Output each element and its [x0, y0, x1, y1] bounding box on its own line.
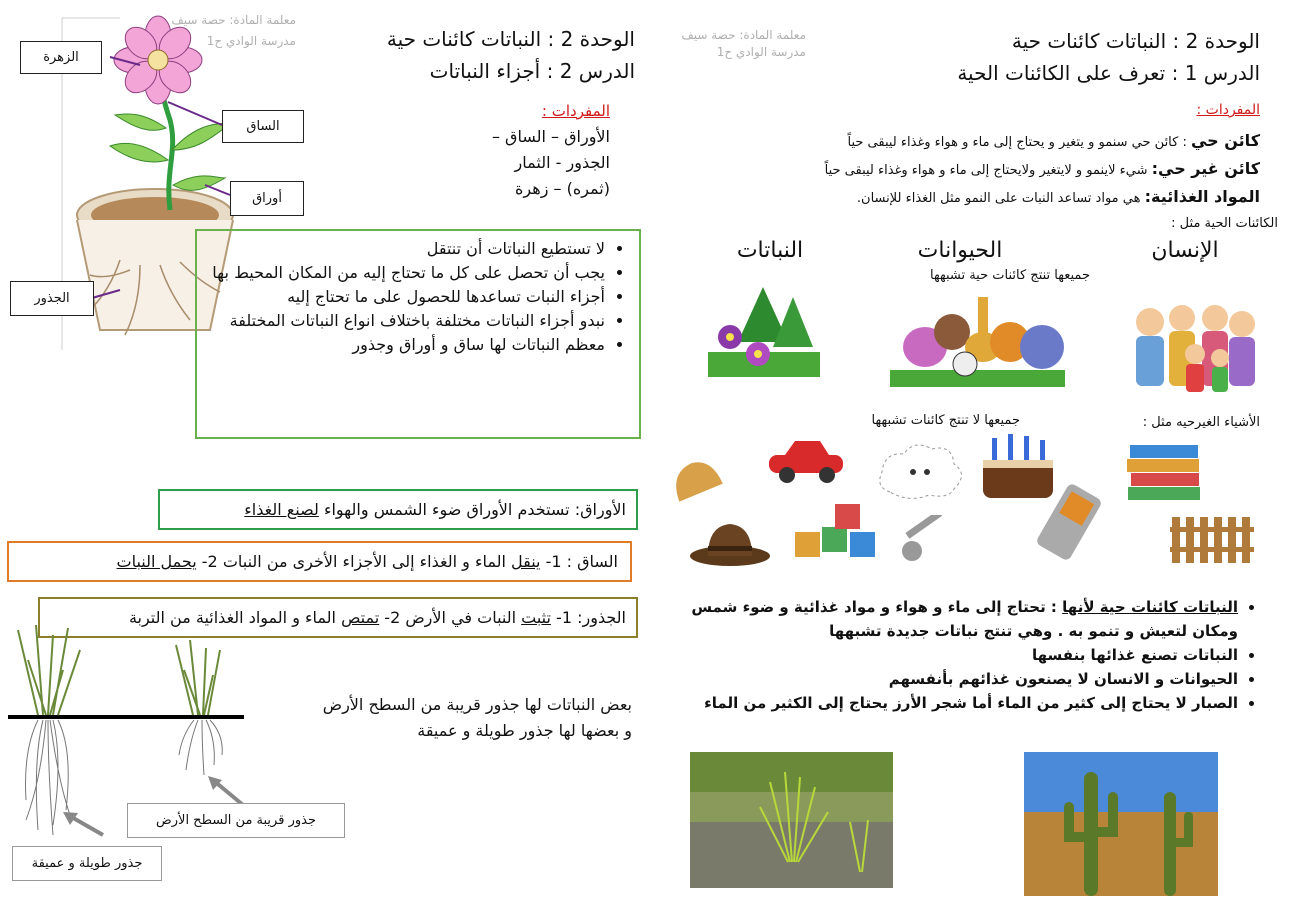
right-vocab-title: المفردات : — [1196, 102, 1260, 118]
key-image — [898, 515, 964, 565]
fact-text: النباتات تصنع غذائها بنفسها — [1031, 646, 1238, 664]
books-image — [1125, 437, 1205, 507]
list-item — [680, 667, 1238, 691]
definition-nonliving — [620, 156, 1260, 184]
cactus-photo — [1024, 752, 1218, 896]
cloud-image — [875, 442, 965, 504]
category-animals: الحيوانات — [917, 238, 1003, 263]
left-unit-title: الوحدة 2 : النباتات كائنات حية — [386, 27, 635, 51]
nonliving-examples-label: الأشياء الغيرحيه مثل : — [1142, 415, 1260, 430]
hat-image — [688, 520, 772, 568]
label-roots: الجذور — [10, 281, 94, 316]
left-teacher-name: معلمة المادة: حصة سيف — [171, 13, 296, 27]
left-vocab-line: (ثمره) – زهرة — [515, 179, 610, 198]
fact-text: الصبار لا يحتاج إلى كثير من الماء أما شجر الأرز يحتاج إلى الكثير من الماء — [704, 694, 1238, 712]
right-unit-title: الوحدة 2 : النباتات كائنات حية — [1011, 29, 1260, 53]
right-school-name: مدرسة الوادي ح1 — [716, 45, 806, 59]
roots-u1: تثبت — [521, 608, 551, 627]
roots-text-line: و بعضها لها جذور طويلة و عميقة — [417, 721, 632, 740]
fact-text: الحيوانات و الانسان لا يصنعون غذائهم بأنفسهم — [888, 670, 1238, 688]
left-vocab-title: المفردات : — [541, 102, 610, 120]
left-vocab — [430, 98, 610, 202]
stem-function-box — [7, 541, 632, 582]
family-image — [1120, 292, 1260, 397]
stem-u1: ينقل — [511, 552, 541, 571]
living-examples-label: الكائنات الحية مثل : — [1171, 216, 1278, 231]
list-item: • لا تستطيع النباتات أن تنتقل — [205, 237, 605, 261]
roots-u2: تمتص — [341, 608, 380, 627]
bell-image — [665, 455, 727, 517]
fence-image — [1170, 515, 1254, 565]
rice-photo — [690, 752, 893, 888]
left-vocab-line: الأوراق – الساق – — [491, 127, 610, 146]
living-facts — [680, 595, 1260, 715]
leaves-lead: الأوراق: تستخدم الأوراق ضوء الشمس والهواء — [318, 500, 626, 519]
roots-p3: الماء و المواد الغذائية من التربة — [128, 608, 342, 627]
list-item: • معظم النباتات لها ساق و أوراق وجذور — [205, 333, 605, 357]
nonliving-note: جميعها لا تنتج كائنات تشبهها — [871, 413, 1020, 428]
roots-text-line: بعض النباتات لها جذور قريبة من السطح الأرض — [322, 695, 632, 714]
phone-image — [1030, 482, 1108, 562]
reproduce-note: جميعها تنتج كائنات حية تشبهها — [930, 268, 1090, 283]
left-lesson-title: الدرس 2 : أجزاء النباتات — [429, 59, 635, 83]
living-facts-list — [680, 595, 1260, 715]
left-vocab-line: الجذور - الثمار — [514, 153, 610, 172]
definition-text: : كائن حي سنمو و يتغير و يحتاج إلى ماء و هواء وغذاء ليبقى حياً — [847, 135, 1191, 150]
label-leaves: أوراق — [230, 181, 304, 216]
label-flower: الزهرة — [20, 41, 102, 74]
stem-p1: الساق : 1- — [540, 552, 618, 571]
term: المواد الغذائية: — [1144, 187, 1260, 206]
plant-facts-list — [205, 237, 627, 357]
roots-text — [260, 692, 632, 744]
roots-p2: النبات في الأرض 2- — [379, 608, 522, 627]
list-item: • نبدو أجزاء النباتات مختلفة باختلاف انواع النباتات المختلفة — [205, 309, 605, 333]
definition-text: شيء لاينمو و لايتغير ولايحتاج إلى ماء و هواء وغذاء ليبقى حياً — [824, 163, 1152, 178]
label-stem: الساق — [222, 110, 304, 143]
right-lesson-title: الدرس 1 : تعرف على الكائنات الحية — [957, 61, 1260, 85]
leaves-function-box — [158, 489, 638, 530]
definition-nutrients — [620, 184, 1260, 212]
plants-image — [708, 282, 820, 377]
plant-facts-box — [195, 229, 641, 439]
roots-p1: الجذور: 1- — [550, 608, 626, 627]
list-item — [680, 691, 1238, 715]
list-item — [680, 595, 1238, 643]
definitions — [620, 128, 1260, 212]
blocks-image — [790, 502, 880, 567]
right-teacher-name: معلمة المادة: حصة سيف — [681, 28, 806, 42]
list-item — [680, 643, 1238, 667]
category-plants: النباتات — [736, 238, 804, 263]
stem-p2: الماء و الغذاء إلى الأجزاء الأخرى من النبات 2- — [196, 552, 511, 571]
definition-text: هي مواد تساعد النبات على النمو مثل الغذاء للإنسان. — [856, 191, 1145, 206]
list-item: • أجزاء النبات تساعدها للحصول على ما تحتاج إليه — [205, 285, 605, 309]
term: كائن غير حي: — [1151, 159, 1260, 178]
category-human: الإنسان — [1151, 238, 1219, 263]
label-deep-roots: جذور طويلة و عميقة — [12, 846, 162, 881]
term: كائن حي — [1190, 131, 1260, 150]
definition-living — [620, 128, 1260, 156]
car-image — [765, 437, 847, 485]
list-item: • يجب أن تحصل على كل ما تحتاج إليه من المكان المحيط بها — [205, 261, 605, 285]
stem-u2: يحمل النبات — [116, 552, 197, 571]
animals-image — [890, 292, 1065, 387]
label-short-roots: جذور قريبة من السطح الأرض — [127, 803, 345, 838]
left-school-name: مدرسة الوادي ح1 — [206, 34, 296, 48]
fact-underlined: النباتات كائنات حية لأنها — [1062, 598, 1238, 616]
leaves-underlined: لصنع الغذاء — [244, 500, 319, 519]
fact-text: : تحتاج إلى ماء و هواء و مواد غذائية و ضوء شمس ومكان لتعيش و تنمو به . وهي تنتج نباتات جديدة تشبهها — [691, 598, 1238, 640]
